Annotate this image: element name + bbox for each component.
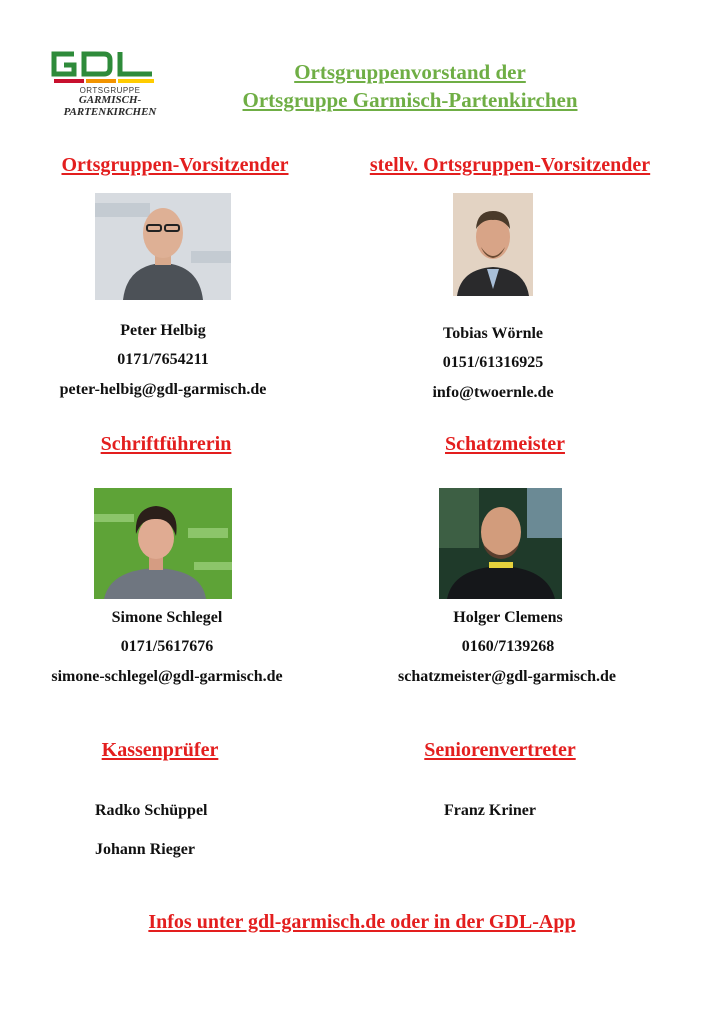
page-title-line-2: Ortsgruppe Garmisch-Partenkirchen xyxy=(242,88,578,112)
stellv-email: info@twoernle.de xyxy=(432,384,554,401)
schrift-name: Simone Schlegel xyxy=(111,609,223,626)
heading-senioren: Seniorenvertreter xyxy=(424,739,576,761)
kasse-name-2: Johann Rieger xyxy=(95,841,195,858)
schrift-email: simone-schlegel@gdl-garmisch.de xyxy=(51,668,283,685)
photo-peter-helbig xyxy=(95,193,231,300)
logo-line-1: ORTSGRUPPE xyxy=(79,86,141,95)
kasse-name-1: Radko Schüppel xyxy=(95,802,208,819)
photo-tobias-woernle xyxy=(453,193,533,296)
heading-stellv: stellv. Ortsgruppen-Vorsitzender xyxy=(369,154,651,176)
heading-vorsitzender: Ortsgruppen-Vorsitzender xyxy=(61,154,289,176)
vorsitzender-name: Peter Helbig xyxy=(120,322,206,339)
schatz-phone: 0160/7139268 xyxy=(461,638,555,655)
schatz-name: Holger Clemens xyxy=(453,609,563,626)
schatz-email: schatzmeister@gdl-garmisch.de xyxy=(398,668,616,685)
stellv-phone: 0151/61316925 xyxy=(442,354,544,371)
logo-line-2a: GARMISCH- xyxy=(78,94,142,106)
heading-schrift: Schriftführerin xyxy=(100,433,232,455)
vorsitzender-email: peter-helbig@gdl-garmisch.de xyxy=(59,381,267,398)
logo-line-3: PARTENKIRCHEN xyxy=(63,106,157,118)
page-title-line-1: Ortsgruppenvorstand der xyxy=(294,60,526,84)
schrift-phone: 0171/5617676 xyxy=(120,638,214,655)
heading-kasse: Kassenprüfer xyxy=(101,739,219,761)
heading-schatz: Schatzmeister xyxy=(445,433,565,455)
photo-simone-schlegel xyxy=(94,488,232,599)
logo-line-2 xyxy=(48,94,172,118)
photo-holger-clemens xyxy=(439,488,562,599)
senioren-name-1: Franz Kriner xyxy=(444,802,536,819)
vorsitzender-phone: 0171/7654211 xyxy=(117,351,209,368)
stellv-name: Tobias Wörnle xyxy=(442,325,544,342)
footer-info: Infos unter gdl-garmisch.de oder in der GDL-App xyxy=(148,911,576,933)
